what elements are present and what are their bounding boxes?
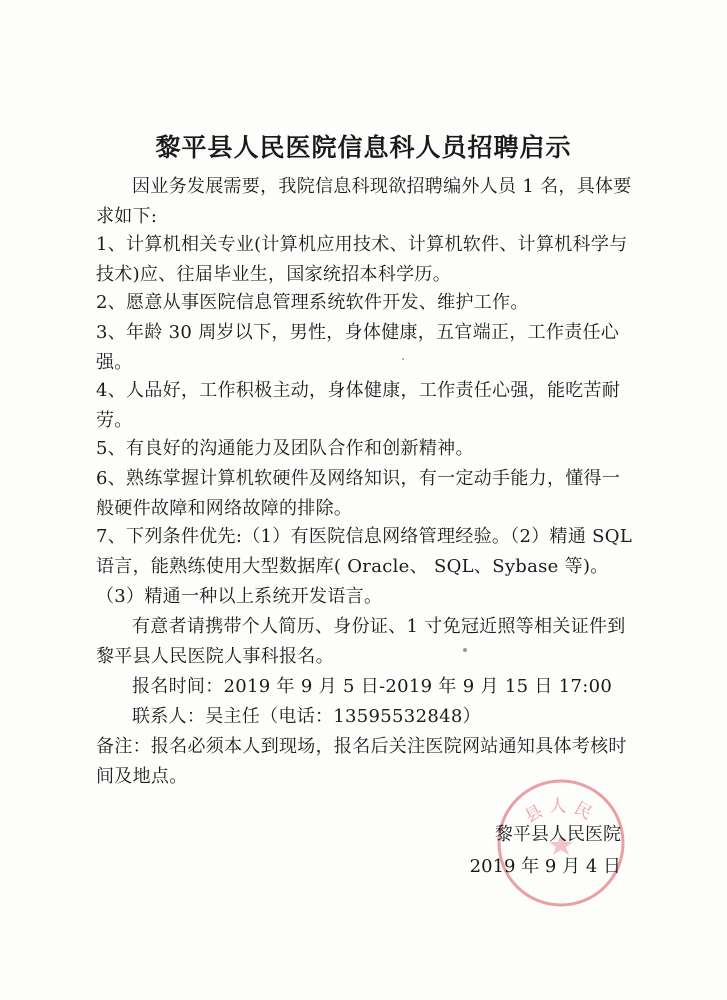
svg-text:县人民: 县人民 — [521, 796, 601, 828]
page-title: 黎平县人民医院信息科人员招聘启示 — [155, 133, 572, 162]
signature-date: 2019 年 9 月 4 日 — [469, 856, 621, 877]
scan-speck — [463, 648, 467, 652]
intro-paragraph: 因业务发展需要，我院信息科现欲招聘编外人员 1 名，具体要求如下: — [96, 176, 632, 227]
scan-speck — [402, 358, 404, 360]
requirement-6: 6、熟练掌握计算机软硬件及网络知识，有一定动手能力，懂得一般硬件故障和网络故障的排除。 — [96, 468, 621, 519]
requirement-3: 3、年龄 30 周岁以下，男性，身体健康，五官端正，工作责任心强。 — [96, 322, 620, 373]
requirement-7: 7、下列条件优先:（1）有医院信息网络管理经验。（2）精通 SQL 语言，能熟练使用大型数据库( Oracle、 SQL、Sybase 等)。（3）精通一种以上系统开发语言。 — [96, 526, 639, 607]
requirement-5: 5、有良好的沟通能力及团队合作和创新精神。 — [96, 438, 474, 459]
application-paragraph: 有意者请携带个人简历、身份证、1 寸免冠近照等相关证件到黎平县人民医院人事科报名。 — [96, 616, 626, 667]
registration-time: 报名时间：2019 年 9 月 5 日-2019 年 9 月 15 日 17:00 — [132, 676, 613, 697]
signature-organization: 黎平县人民医院 — [495, 824, 621, 845]
note-paragraph: 备注：报名必须本人到现场，报名后关注医院网站通知具体考核时间及地点。 — [96, 736, 627, 787]
requirement-4: 4、人品好，工作积极主动，身体健康，工作责任心强，能吃苦耐劳。 — [96, 380, 621, 431]
requirement-1: 1、计算机相关专业(计算机应用技术、计算机软件、计算机科学与技术)应、往届毕业生，国家统招本科学历。 — [96, 234, 628, 285]
contact-line: 联系人：吴主任（电话：13595532848） — [132, 706, 481, 727]
requirement-2: 2、愿意从事医院信息管理系统软件开发、维护工作。 — [96, 292, 529, 313]
